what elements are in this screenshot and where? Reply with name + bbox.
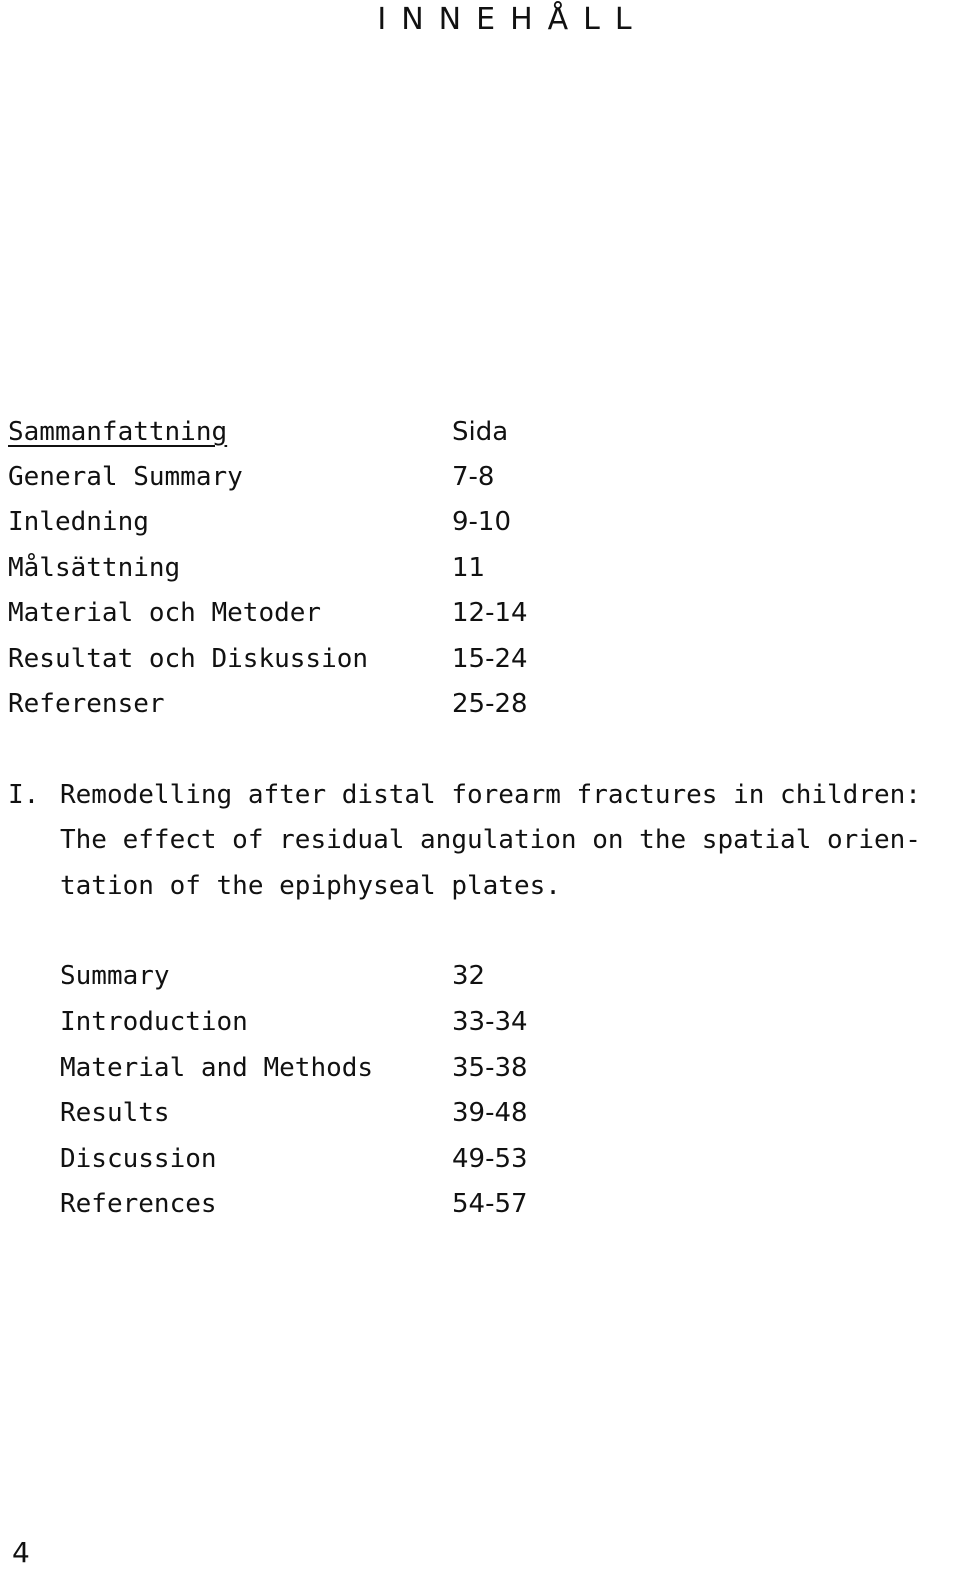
toc-row-page: 25-28 — [452, 689, 528, 719]
paper-title-line: Remodelling after distal forearm fractures in children: — [60, 780, 921, 810]
toc-row-label: Referenser — [8, 689, 165, 719]
toc-row-page: 15-24 — [452, 644, 528, 674]
toc-row — [8, 548, 568, 588]
toc-row-page: 12-14 — [452, 598, 528, 628]
paper-toc-label: Summary — [60, 961, 170, 991]
toc-header-page: Sida — [452, 417, 509, 447]
paper-toc-page: 49-53 — [452, 1144, 528, 1174]
paper-number: I. — [8, 780, 40, 810]
toc-row-label: Inledning — [8, 507, 149, 537]
paper-toc-page: 33-34 — [452, 1007, 528, 1037]
paper-toc-label: Introduction — [60, 1007, 248, 1037]
toc-header-label: Sammanfattning — [8, 417, 228, 447]
paper-toc-row — [60, 1048, 580, 1088]
toc-row — [8, 593, 568, 633]
toc-row — [8, 502, 568, 542]
toc-row-label: Material och Metoder — [8, 598, 322, 628]
page-title: INNEHÅLL — [377, 2, 647, 37]
toc-row-label: General Summary — [8, 462, 243, 492]
toc-row — [8, 684, 568, 724]
paper-toc-page: 35-38 — [452, 1053, 528, 1083]
paper-toc-label: References — [60, 1189, 217, 1219]
toc-row — [8, 457, 568, 497]
paper-toc-label: Results — [60, 1098, 170, 1128]
toc-row-page: 11 — [452, 553, 486, 583]
toc-header-row — [8, 412, 568, 452]
paper-toc-page: 32 — [452, 961, 486, 991]
paper-toc-page: 54-57 — [452, 1189, 528, 1219]
toc-row-label: Resultat och Diskussion — [8, 644, 369, 674]
paper-toc-row — [60, 1093, 580, 1133]
toc-row — [8, 639, 568, 679]
paper-toc-label: Discussion — [60, 1144, 217, 1174]
paper-toc-page: 39-48 — [452, 1098, 528, 1128]
page-number: 4 — [12, 1536, 30, 1569]
paper-title-line: tation of the epiphyseal plates. — [60, 871, 561, 901]
toc-row-label: Målsättning — [8, 553, 181, 583]
paper-toc-row — [60, 1139, 580, 1179]
toc-row-page: 9-10 — [452, 507, 512, 537]
paper-toc-row — [60, 1184, 580, 1224]
paper-title-line: The effect of residual angulation on the spatial orien- — [60, 825, 921, 855]
paper-toc-label: Material and Methods — [60, 1053, 374, 1083]
paper-toc-row — [60, 1002, 580, 1042]
toc-row-page: 7-8 — [452, 462, 495, 492]
paper-toc-row — [60, 956, 580, 996]
